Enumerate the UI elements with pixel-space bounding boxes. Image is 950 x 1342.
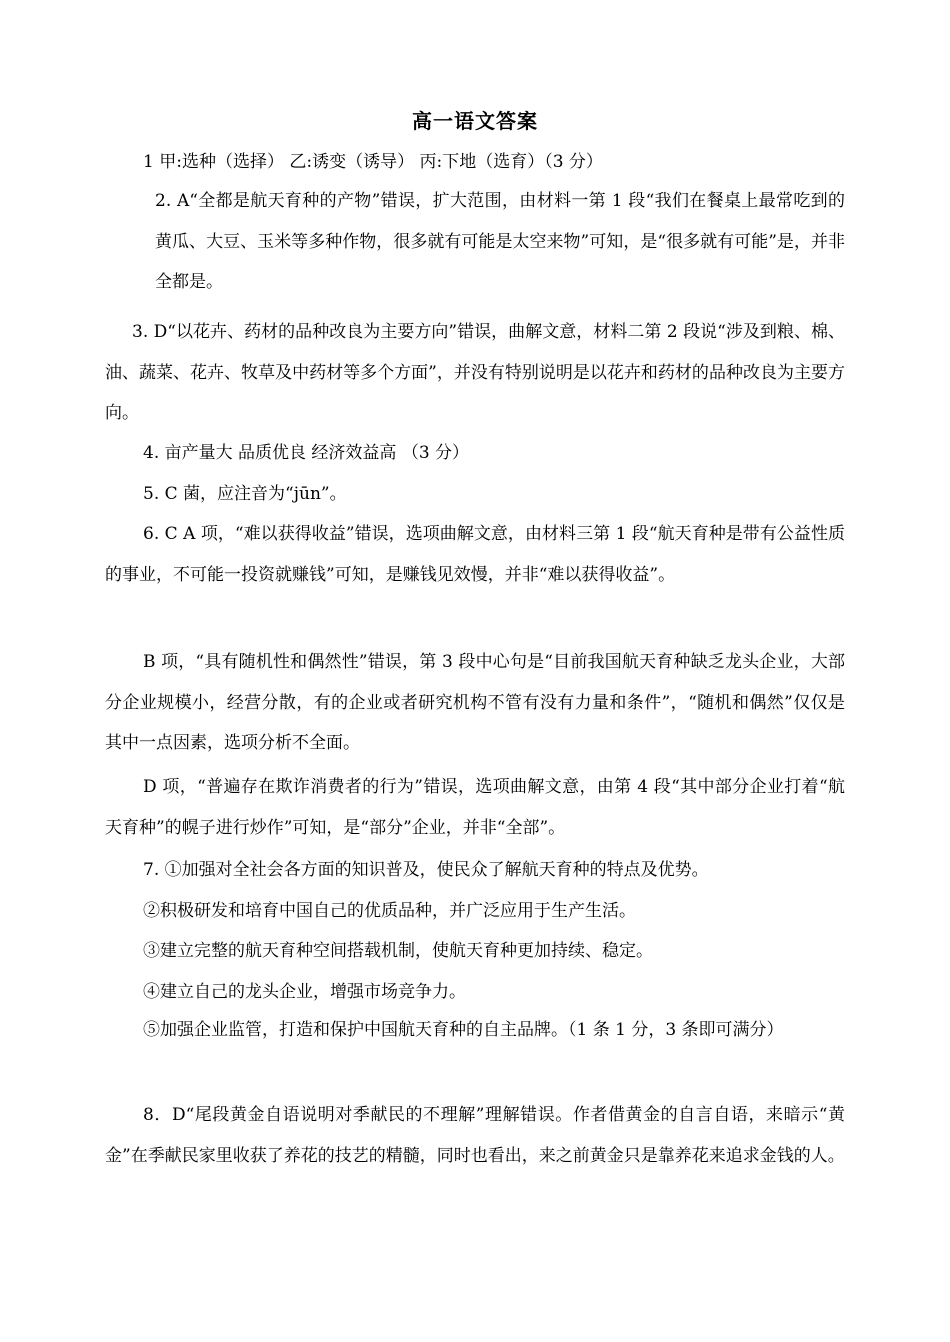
answer-2-text: 2. A“全都是航天育种的产物”错误，扩大范围，由材料一第 1 段“我们在餐桌上最常吃到的黄瓜、大豆、玉米等多种作物，很多就有可能是太空来物”可知，是“很多就有可能”是，并非全都是。: [155, 191, 845, 292]
answer-7-item-4: ④建立自己的龙头企业，增强市场竞争力。: [143, 982, 466, 1002]
answer-2: [155, 181, 845, 303]
answer-6-b: [105, 642, 845, 764]
answer-6-b-text: B 项，“具有随机性和偶然性”错误，第 3 段中心句是“目前我国航天育种缺乏龙头企业，大部分企业规模小，经营分散，有的企业或者研究机构不管有没有力量和条件”，“随机和偶然”仅仅是其中一点因素，选项分析不全面。: [105, 652, 845, 753]
page-title: 高一语文答案: [412, 109, 538, 133]
answer-4: 4. 亩产量大 品质优良 经济效益高 （3 分）: [143, 443, 470, 463]
answer-3-text: 3. D“以花卉、药材的品种改良为主要方向”错误，曲解文意，材料二第 2 段说“涉及到粮、棉、油、蔬菜、花卉、牧草及中药材等多个方面”，并没有特别说明是以花卉和药材的品种改良为主要方向。: [105, 322, 845, 423]
answer-7-item-5: [105, 1010, 845, 1051]
answer-8: [105, 1095, 845, 1176]
answer-6-a: [105, 514, 845, 595]
answer-8-text: 8．D“尾段黄金自语说明对季献民的不理解”理解错误。作者借黄金的自言自语，来暗示“黄金”在季献民家里收获了养花的技艺的精髓，同时也看出，来之前黄金只是靠养花来追求金钱的人。: [105, 1105, 845, 1166]
answer-7-item-1: 7. ①加强对全社会各方面的知识普及，使民众了解航天育种的特点及优势。: [143, 860, 709, 880]
answer-6-a-text: 6. C A 项，“难以获得收益”错误，选项曲解文意，由材料三第 1 段“航天育种是带有公益性质的事业，不可能一投资就赚钱”可知，是赚钱见效慢，并非“难以获得收益”。: [105, 524, 845, 585]
answer-1: 1 甲:选种（选择） 乙:诱变（诱导） 丙:下地（选育）（3 分）: [143, 152, 603, 172]
answer-6-d: [105, 767, 845, 848]
answer-5: 5. C 菌，应注音为“jūn”。: [143, 484, 347, 504]
answer-7-item-3: ③建立完整的航天育种空间搭载机制，使航天育种更加持续、稳定。: [143, 941, 653, 961]
answer-7-item-2: ②积极研发和培育中国自己的优质品种，并广泛应用于生产生活。: [143, 901, 636, 921]
answer-7-item-5-text: ⑤加强企业监管，打造和保护中国航天育种的自主品牌。（1 条 1 分，3 条即可满分）: [143, 1020, 784, 1040]
answer-6-d-text: D 项，“普遍存在欺诈消费者的行为”错误，选项曲解文意，由第 4 段“其中部分企业打着“航天育种”的幌子进行炒作”可知，是“部分”企业，并非“全部”。: [105, 777, 845, 838]
answer-3: [105, 312, 845, 434]
